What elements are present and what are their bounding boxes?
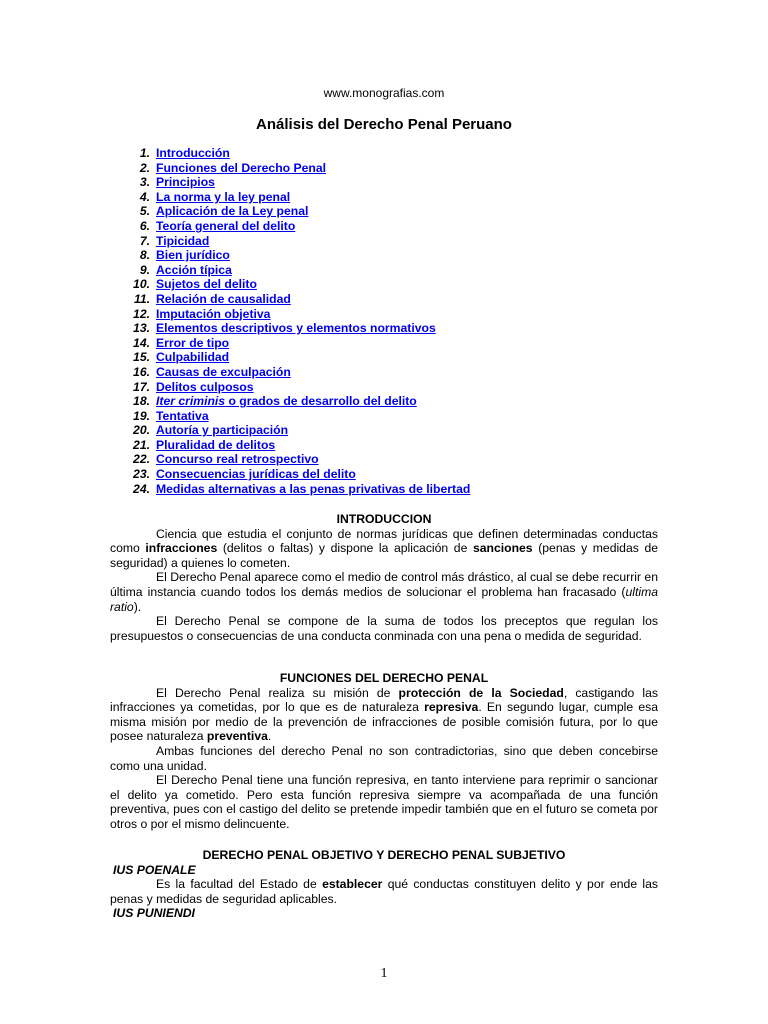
toc-item <box>112 277 470 292</box>
paragraph <box>110 527 658 571</box>
toc-number: 6. <box>139 218 150 233</box>
text-run: ). <box>133 599 142 614</box>
text-run: . En segundo lugar, cumple esa misma misión por medio de la prevención de infracciones de posible comisión futura, por lo que posee naturaleza <box>110 700 658 744</box>
toc-item <box>112 423 470 438</box>
toc-italic-term: Iter criminis <box>156 394 226 409</box>
toc-item <box>112 175 470 190</box>
toc-link-culpabilidad[interactable]: Culpabilidad <box>156 350 230 365</box>
toc-item <box>112 146 470 161</box>
section-heading: INTRODUCCION <box>336 512 432 526</box>
toc-number: 9. <box>139 262 150 277</box>
table-of-contents <box>112 146 470 496</box>
toc-number: 5. <box>139 204 150 219</box>
toc-item <box>112 321 470 336</box>
toc-number: 13. <box>133 321 150 336</box>
toc-number: 23. <box>133 467 150 482</box>
text-run: El Derecho Penal realiza su misión de <box>156 685 399 700</box>
toc-number: 10. <box>133 277 150 292</box>
site-url: www.monografias.com <box>323 86 445 100</box>
page-number: 1 <box>380 966 388 981</box>
toc-number: 12. <box>133 306 150 321</box>
toc-item <box>112 438 470 453</box>
text-run: Es la facultad del Estado de <box>156 877 323 892</box>
paragraph <box>110 570 658 614</box>
bold-term: sanciones <box>472 541 533 556</box>
toc-link-error-tipo[interactable]: Error de tipo <box>156 335 230 350</box>
text-run: Ciencia que estudia el conjunto de normas jurídicas que definen determinadas conductas como <box>110 526 658 556</box>
toc-link-imputacion[interactable]: Imputación objetiva <box>156 306 271 321</box>
toc-link-aplicacion[interactable]: Aplicación de la Ley penal <box>156 204 309 219</box>
toc-number: 2. <box>139 160 150 175</box>
bold-term: represiva <box>424 700 479 715</box>
toc-link-norma[interactable]: La norma y la ley penal <box>156 189 291 204</box>
bold-term: preventiva <box>206 729 268 744</box>
toc-number: 4. <box>139 189 150 204</box>
italic-term: ultima ratio <box>110 584 658 614</box>
ius-poenale-label: IUS POENALE <box>113 862 196 877</box>
toc-number: 18. <box>133 394 150 409</box>
toc-number: 14. <box>133 335 150 350</box>
toc-item <box>112 365 470 380</box>
toc-link-elementos[interactable]: Elementos descriptivos y elementos normativos <box>156 321 436 336</box>
toc-item <box>112 350 470 365</box>
toc-item <box>112 336 470 351</box>
toc-item <box>112 452 470 467</box>
toc-item <box>112 409 470 424</box>
text-run: qué conductas constituyen delito y por ende las penas y medidas de seguridad aplicables. <box>110 877 658 906</box>
toc-item <box>112 292 470 307</box>
bold-term: establecer <box>322 877 383 892</box>
text-run: , castigando las infracciones ya cometidas, por lo que es de naturaleza <box>110 685 658 715</box>
toc-item <box>112 482 470 497</box>
toc-item <box>112 394 470 409</box>
toc-number: 1. <box>139 146 150 160</box>
toc-item <box>112 380 470 395</box>
objetivo-section <box>110 848 658 921</box>
section-heading: FUNCIONES DEL DERECHO PENAL <box>279 671 489 685</box>
toc-item <box>112 248 470 263</box>
toc-link-consecuencias[interactable]: Consecuencias jurídicas del delito <box>156 467 356 482</box>
toc-item <box>112 204 470 219</box>
text-run: El Derecho Penal aparece como el medio de control más drástico, al cual se debe recurrir en última instancia cuando todos los demás medios de solucionar el problema han fracasado ( <box>110 570 658 599</box>
toc-item <box>112 219 470 234</box>
toc-number: 3. <box>139 175 150 190</box>
toc-link-exculpacion[interactable]: Causas de exculpación <box>156 364 291 379</box>
bold-term: infracciones <box>145 541 218 556</box>
toc-number: 8. <box>139 248 150 263</box>
toc-link-concurso[interactable]: Concurso real retrospectivo <box>156 452 319 467</box>
toc-link-autoria[interactable]: Autoría y participación <box>156 423 289 438</box>
toc-number: 19. <box>133 408 150 423</box>
toc-link-principios[interactable]: Principios <box>156 175 215 190</box>
paragraph <box>110 686 658 744</box>
toc-item <box>112 161 470 176</box>
toc-link-funciones[interactable]: Funciones del Derecho Penal <box>156 160 326 175</box>
toc-item <box>112 234 470 249</box>
toc-link-medidas[interactable]: Medidas alternativas a las penas privativas de libertad <box>156 481 471 496</box>
paragraph: El Derecho Penal se compone de la suma de todos los preceptos que regulan los presupuestos o consecuencias de una conducta conminada con una pena o medida de seguridad. <box>110 614 658 643</box>
ius-puniendi-label: IUS PUNIENDI <box>113 906 195 921</box>
toc-link-iter-criminis[interactable] <box>156 394 417 409</box>
toc-link-bien-juridico[interactable]: Bien jurídico <box>156 248 230 263</box>
toc-number: 20. <box>133 423 150 438</box>
text-run: (penas y medidas de seguridad) a quienes lo cometen. <box>110 541 658 570</box>
toc-item <box>112 190 470 205</box>
paragraph <box>110 877 658 906</box>
section-heading: DERECHO PENAL OBJETIVO Y DERECHO PENAL SUBJETIVO <box>202 848 566 862</box>
toc-link-introduccion[interactable]: Introducción <box>156 146 230 160</box>
toc-link-rest: o grados de desarrollo del delito <box>225 394 417 409</box>
toc-number: 11. <box>133 291 150 306</box>
toc-link-tipicidad[interactable]: Tipicidad <box>156 233 210 248</box>
toc-number: 16. <box>133 364 150 379</box>
toc-link-pluralidad[interactable]: Pluralidad de delitos <box>156 437 276 452</box>
toc-link-causalidad[interactable]: Relación de causalidad <box>156 291 291 306</box>
toc-number: 17. <box>133 379 150 394</box>
intro-section <box>110 512 658 643</box>
toc-link-culposos[interactable]: Delitos culposos <box>156 379 254 394</box>
toc-item <box>112 263 470 278</box>
toc-number: 22. <box>133 452 150 467</box>
paragraph: Ambas funciones del derecho Penal no son contradictorias, sino que deben concebirse como una unidad. <box>110 743 658 773</box>
toc-link-teoria[interactable]: Teoría general del delito <box>156 218 296 233</box>
toc-link-accion-tipica[interactable]: Acción típica <box>156 262 232 277</box>
funciones-section <box>110 671 658 832</box>
toc-number: 15. <box>133 350 150 365</box>
toc-item <box>112 467 470 482</box>
toc-number: 21. <box>133 437 150 452</box>
toc-link-tentativa[interactable]: Tentativa <box>156 408 209 423</box>
toc-number: 24. <box>133 481 150 496</box>
toc-link-sujetos[interactable]: Sujetos del delito <box>156 277 257 292</box>
paragraph: El Derecho Penal tiene una función represiva, en tanto interviene para reprimir o sancionar el delito ya cometido. Pero esta función represiva siempre va acompañada de una función preventiva, pues con el castigo del delito se pretende impedir también que en el futuro se cometa por otros o por el mismo delincuente. <box>110 773 658 831</box>
text-run: . <box>267 729 272 744</box>
toc-number: 7. <box>139 233 150 248</box>
toc-item <box>112 307 470 322</box>
document-title: Análisis del Derecho Penal Peruano <box>256 116 512 133</box>
bold-term: protección de la Sociedad <box>398 685 564 700</box>
text-run: (delitos o faltas) y dispone la aplicación de <box>217 541 473 556</box>
